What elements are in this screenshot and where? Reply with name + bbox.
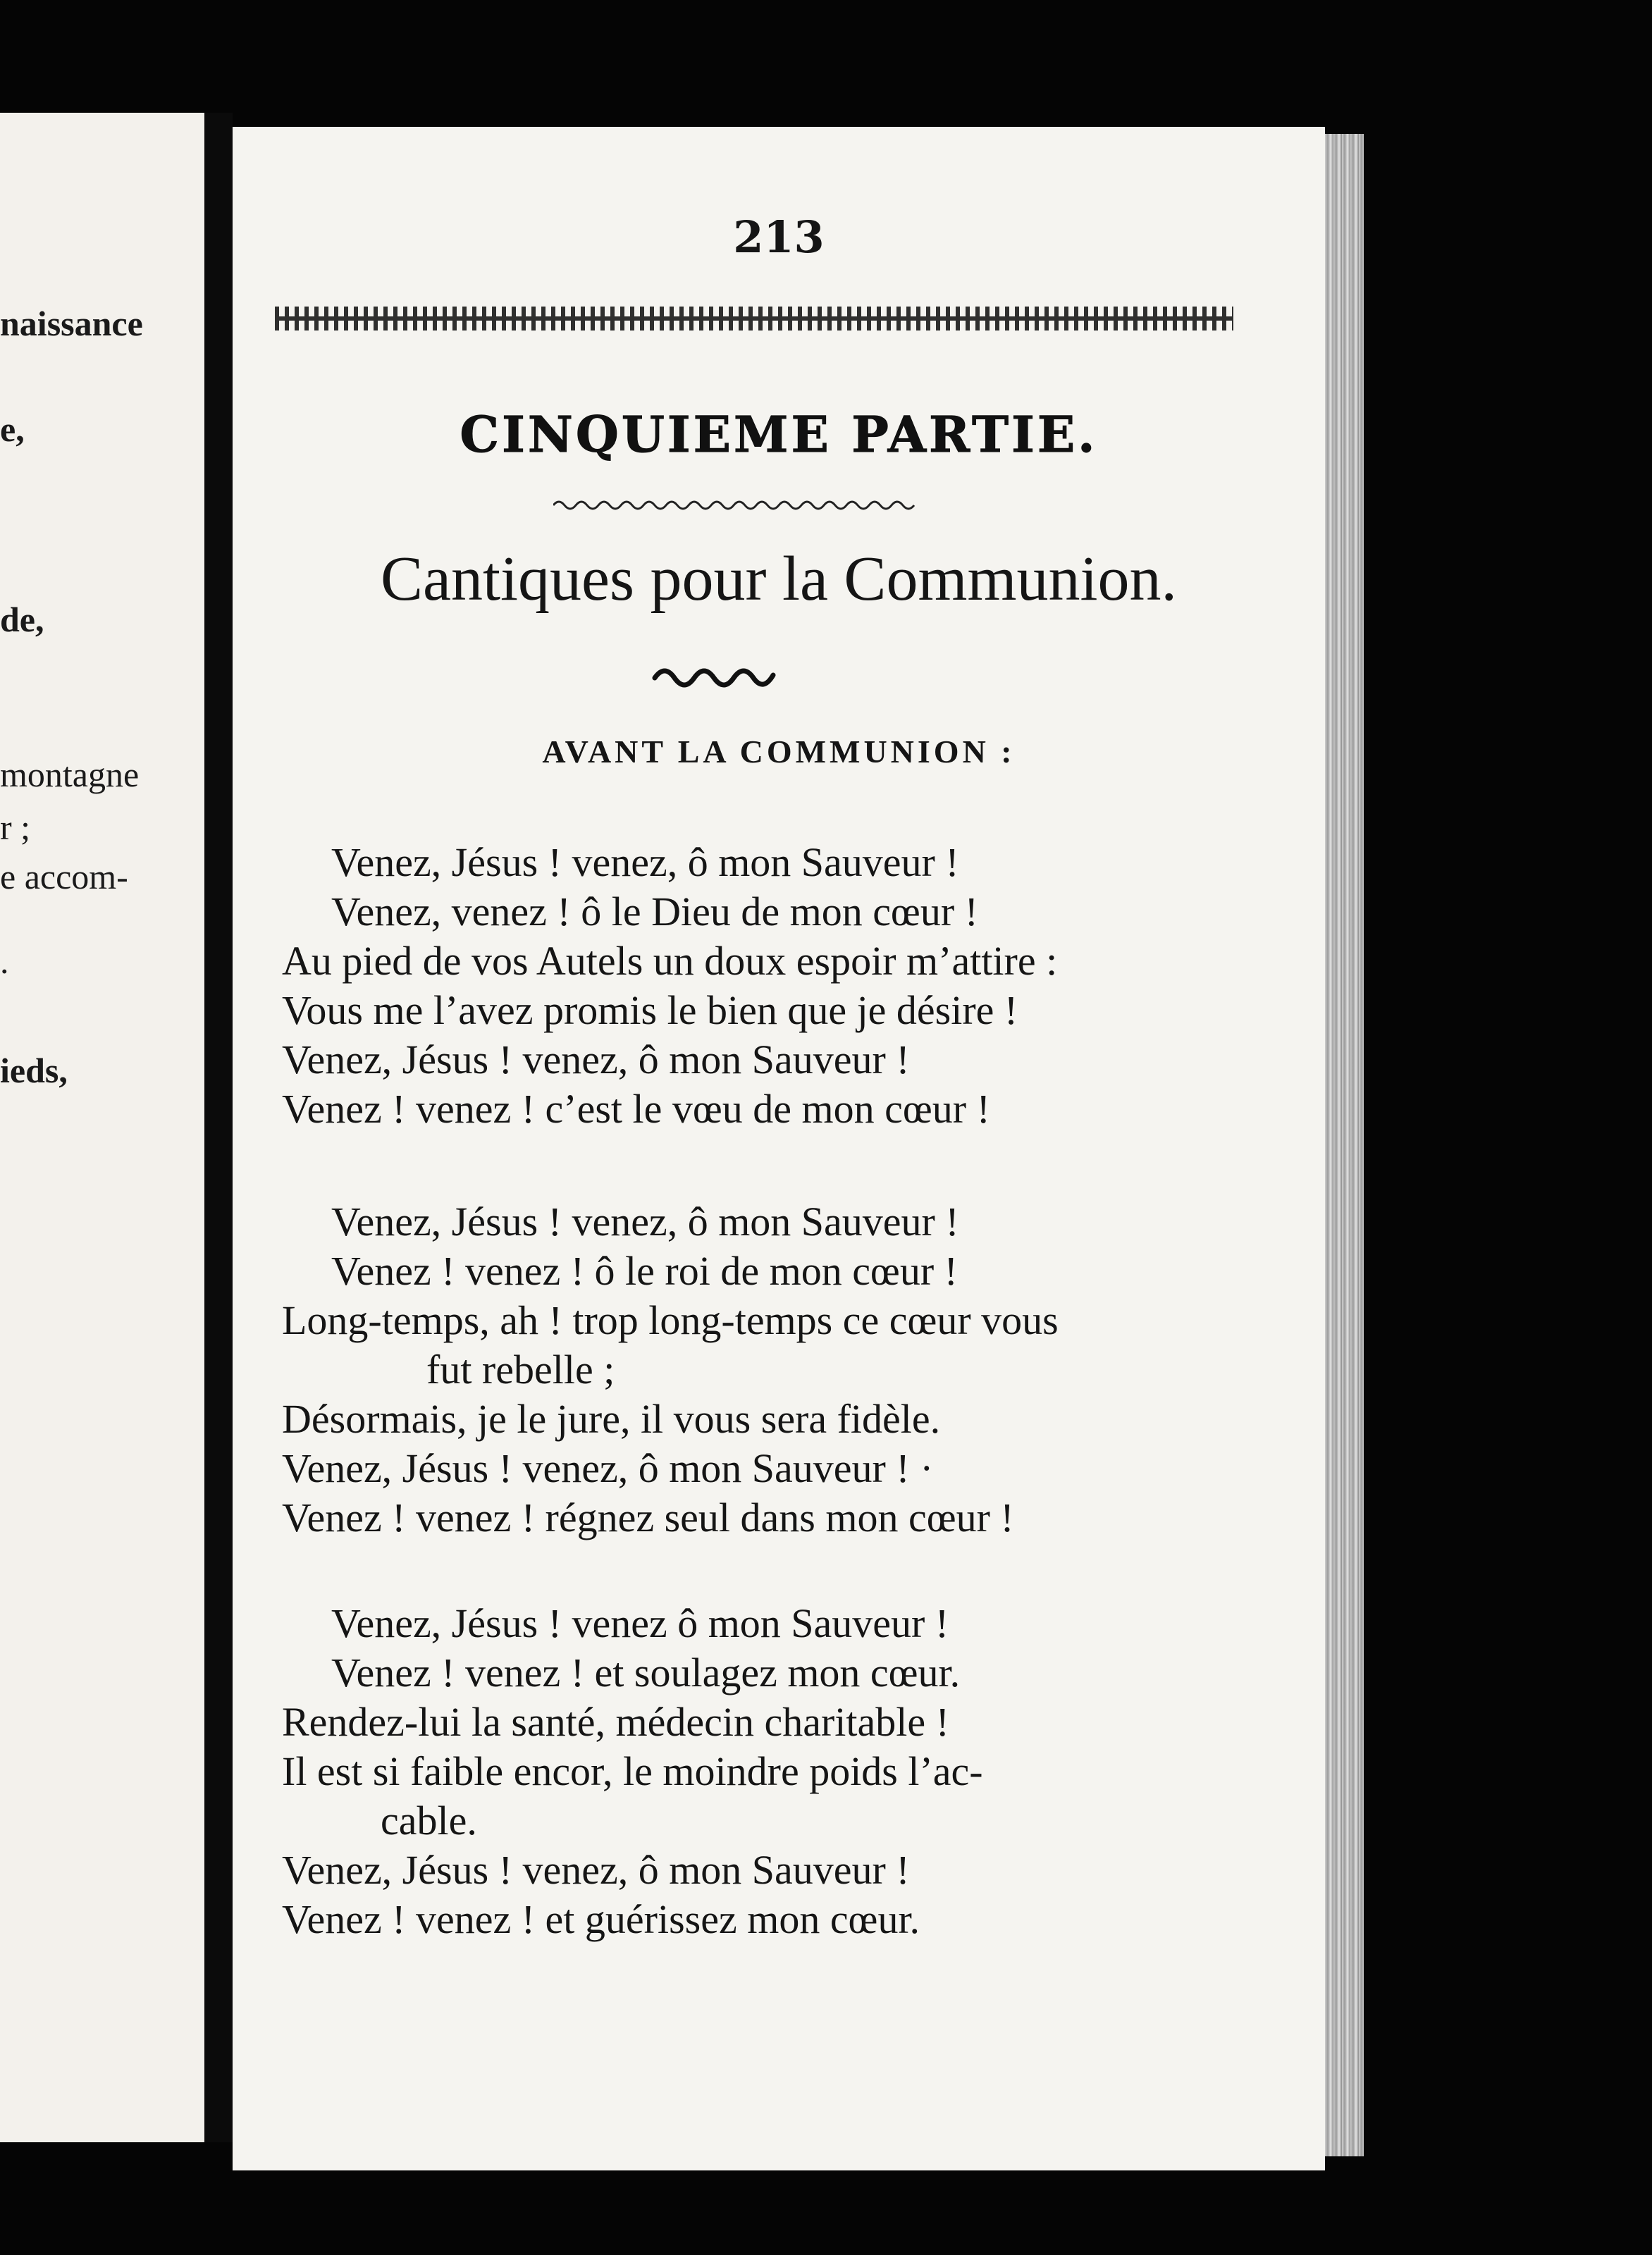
- verse-line: Long-temps, ah ! trop long-temps ce cœur vous: [282, 1297, 1059, 1343]
- left-page-text: .: [0, 941, 9, 981]
- left-page-text: montagne: [0, 755, 140, 794]
- right-page: [233, 127, 1325, 2170]
- verse-line: cable.: [381, 1798, 477, 1843]
- verse-line: Venez, Jésus ! venez, ô mon Sauveur !: [331, 1199, 959, 1244]
- verse-line: Venez ! venez ! c’est le vœu de mon cœur !: [282, 1086, 990, 1132]
- verse-line: Venez, Jésus ! venez, ô mon Sauveur ! ·: [282, 1445, 934, 1491]
- verse-line: Rendez-lui la santé, médecin charitable !: [282, 1699, 949, 1745]
- verse-line: Venez, Jésus ! venez ô mon Sauveur !: [331, 1600, 949, 1646]
- verse-line: Venez ! venez ! et guérissez mon cœur.: [282, 1896, 920, 1942]
- section-title: CINQUIEME PARTIE.: [460, 405, 1098, 464]
- verse-line: Venez ! venez ! ô le roi de mon cœur !: [331, 1248, 958, 1294]
- book-gutter: [204, 113, 233, 2142]
- verse-line: Désormais, je le jure, il vous sera fidèle.: [282, 1396, 941, 1442]
- verse-line: Venez ! venez ! régnez seul dans mon cœur !: [282, 1495, 1014, 1540]
- verse-line: Vous me l’avez promis le bien que je désire !: [282, 987, 1018, 1033]
- verse-line: Au pied de vos Autels un doux espoir m’attire :: [282, 938, 1058, 984]
- ornament-flourish-icon: [652, 662, 779, 688]
- left-page-text: r ;: [0, 808, 31, 847]
- hymn-heading: Cantiques pour la Communion.: [381, 544, 1177, 614]
- left-page-text: e,: [0, 409, 25, 449]
- verse-line: Venez, Jésus ! venez, ô mon Sauveur !: [331, 839, 959, 885]
- left-facing-page: [0, 113, 204, 2142]
- verse-line: Venez, Jésus ! venez, ô mon Sauveur !: [282, 1037, 910, 1082]
- verse-line: Il est si faible encor, le moindre poids l’ac-: [282, 1748, 983, 1794]
- left-page-text: ieds,: [0, 1051, 68, 1090]
- left-page-text: naissance: [0, 304, 143, 343]
- page-block-edges: [1325, 134, 1364, 2156]
- wavy-divider-icon: [553, 497, 920, 514]
- left-page-text: de,: [0, 600, 44, 639]
- verse-line: Venez, Jésus ! venez, ô mon Sauveur !: [282, 1847, 910, 1893]
- verse-line: Venez, venez ! ô le Dieu de mon cœur !: [331, 889, 978, 934]
- left-page-text: e accom-: [0, 857, 128, 896]
- ornamental-rule: [275, 307, 1233, 330]
- verse-line: Venez ! venez ! et soulagez mon cœur.: [331, 1650, 961, 1695]
- verse-line: fut rebelle ;: [426, 1347, 615, 1392]
- subheading: AVANT LA COMMUNION :: [542, 734, 1016, 770]
- page-number: 213: [733, 211, 825, 263]
